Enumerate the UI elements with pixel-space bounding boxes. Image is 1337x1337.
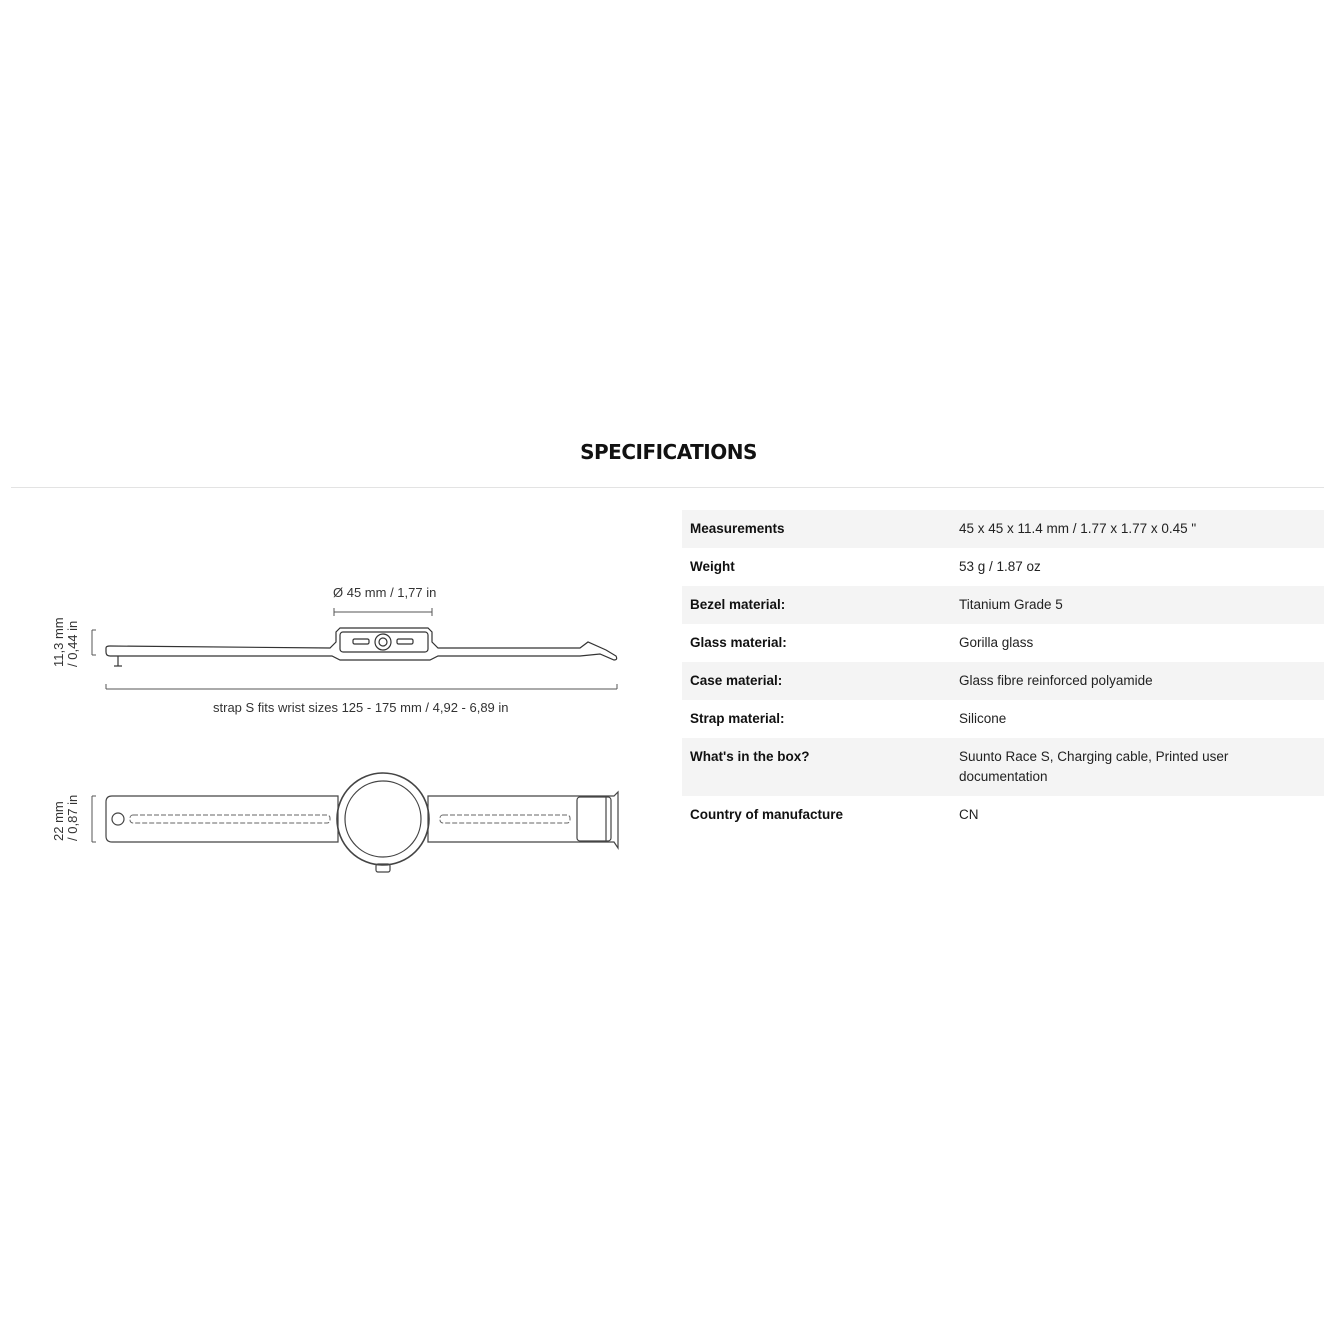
spec-key: Weight [690, 559, 735, 574]
spec-row-glass [682, 624, 1324, 662]
spec-row-weight [682, 548, 1324, 586]
spec-value: CN [959, 807, 979, 822]
spec-row-box [682, 738, 1324, 796]
spec-value: 45 x 45 x 11.4 mm / 1.77 x 1.77 x 0.45 " [951, 510, 1324, 548]
spec-key: Country of manufacture [690, 807, 844, 822]
width-label-line1: 22 mm [51, 801, 66, 841]
spec-key: Glass material: [690, 635, 787, 650]
spec-key: Bezel material: [682, 586, 951, 624]
divider [11, 487, 1324, 488]
diameter-bracket [334, 608, 432, 616]
spec-row-case [682, 662, 1324, 700]
spec-value: Glass fibre reinforced polyamide [951, 662, 1324, 700]
spec-row-measurements [682, 510, 1324, 548]
strap-size-label: strap S fits wrist sizes 125 - 175 mm / 4,92 - 6,89 in [213, 700, 509, 715]
height-label-line2: / 0,44 in [65, 620, 80, 667]
specifications-table [682, 510, 1324, 834]
spec-row-country [682, 796, 1324, 834]
spec-value: Silicone [959, 711, 1007, 726]
spec-key: Measurements [682, 510, 951, 548]
spec-value: Suunto Race S, Charging cable, Printed user documentation [951, 738, 1324, 796]
strap-pattern [130, 815, 570, 823]
spec-key: What's in the box? [682, 738, 951, 796]
diameter-label: Ø 45 mm / 1,77 in [333, 585, 437, 600]
spec-value: 53 g / 1.87 oz [959, 559, 1041, 574]
height-label-line1: 11,3 mm [51, 617, 66, 667]
spec-key: Strap material: [690, 711, 785, 726]
spec-key: Case material: [682, 662, 951, 700]
watch-drawing [40, 570, 640, 890]
spec-value: Titanium Grade 5 [951, 586, 1324, 624]
watch-side-view [106, 628, 617, 666]
watch-dimension-diagram [40, 570, 640, 890]
spec-value: Gorilla glass [959, 635, 1034, 650]
spec-row-bezel [682, 586, 1324, 624]
watch-top-view [106, 773, 618, 872]
strap-length-bracket [106, 684, 617, 689]
width-bracket [92, 796, 96, 842]
page-title: SPECIFICATIONS [580, 440, 757, 464]
spec-row-strap [682, 700, 1324, 738]
height-bracket [92, 630, 96, 655]
width-label-line2: / 0,87 in [65, 794, 80, 841]
